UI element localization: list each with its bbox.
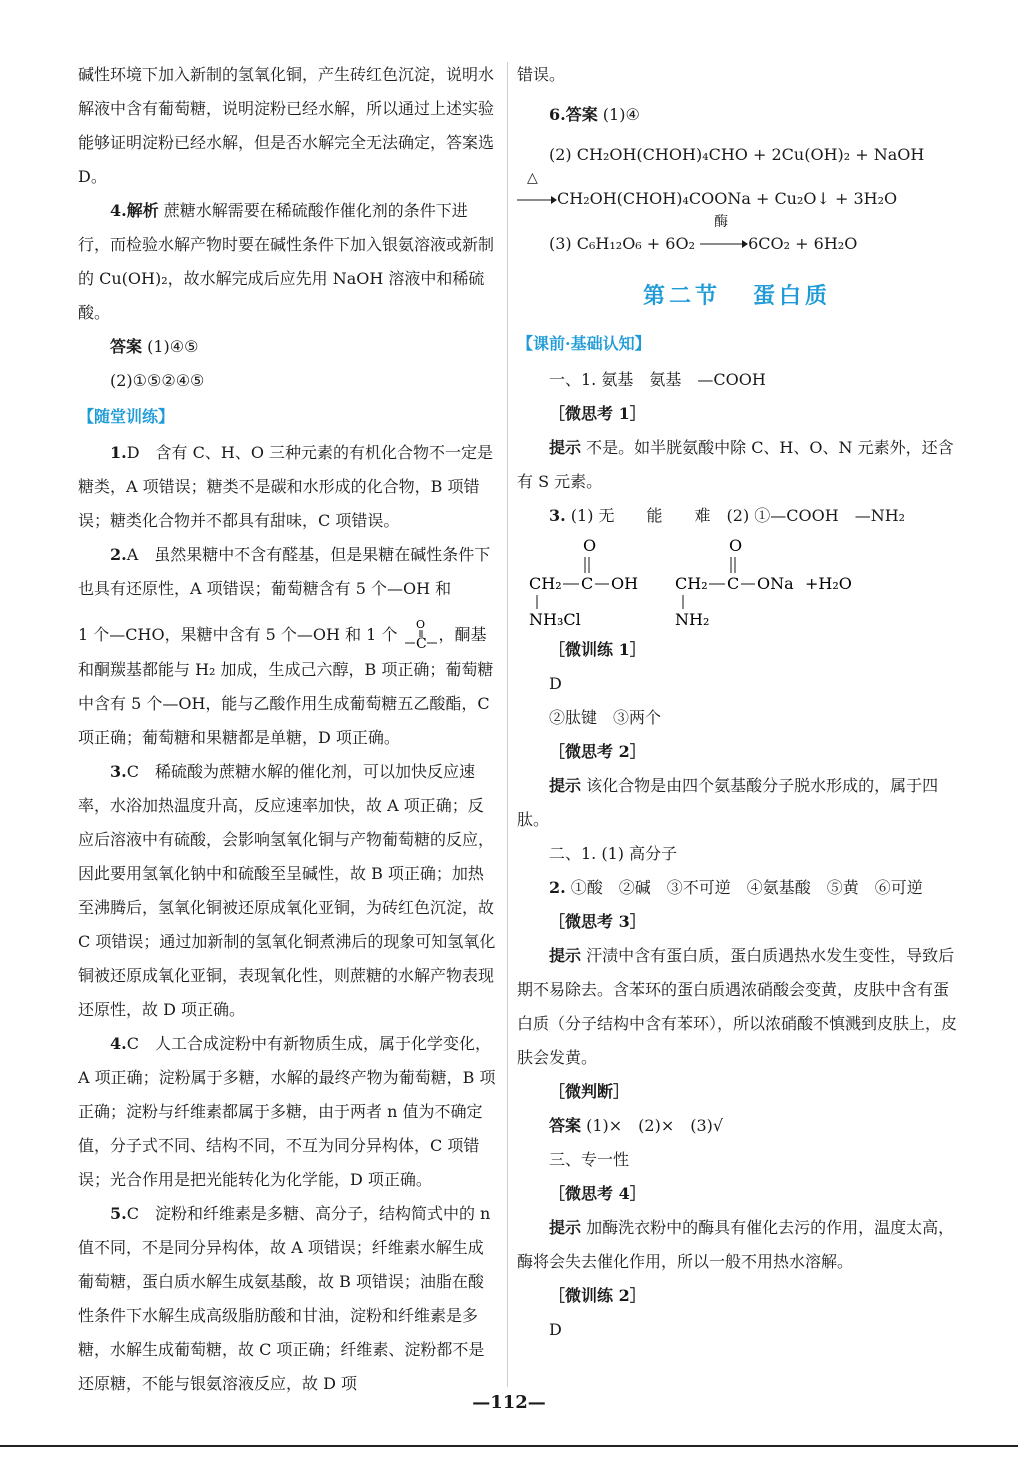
section-title: 第二节 蛋白质 [642,283,832,309]
structural-formula-icon [517,533,957,633]
train-1-label: ［微训练 1］ [549,640,646,659]
item-two-2: 2. ①酸 ②碱 ③不可逆 ④氨基酸 ⑤黄 ⑥可逆 [549,878,923,897]
train-1-answer-2: ②肽键 ③两个 [549,708,662,727]
heat-arrow: △ [517,183,557,217]
plus-water: +H₂O [805,574,852,593]
item-1: 一、1. 氨基 氨基 —COOH [549,370,766,389]
q4-analysis: 4.解析 蔗糖水解需要在稀硫酸作催化剂的条件下进行，而检验水解产物时要在碱性条件下加入银氨溶液或新制的 Cu(OH)₂，故水解完成后应先用 NaOH 溶液中和稀硫酸。 [78,201,495,322]
right-c: C [727,574,740,593]
think-4-hint: 提示 加酶洗衣粉中的酶具有催化去污的作用，温度太高，酶将会失去催化作用，所以一般不用热水溶解。 [517,1218,955,1271]
equation-2b: △ CH₂OH(CHOH)₄COONa + Cu₂O↓ + 3H₂O [517,182,957,217]
answer-2: 2.A 虽然果糖中不含有醛基，但是果糖在碱性条件下也具有还原性，A 项错误；葡萄糖含有 5 个—OH 和 [78,545,491,598]
right-ch2: CH₂ [675,574,708,593]
left-ch2: CH₂ [529,574,562,593]
left-c: C [581,574,594,593]
item-three: 三、专一性 [549,1150,630,1169]
train-2-answer: D [549,1320,562,1339]
structural-formula [517,533,957,633]
think-2-label: ［微思考 2］ [549,742,646,761]
judge-answer: 答案 (1)× (2)× (3)√ [549,1116,724,1135]
arrow-icon [700,239,748,249]
item-3: 3. (1) 无 能 难 (2) ①—COOH —NH₂ [549,506,906,525]
train-1-answer: D [549,674,562,693]
continuation: 错误。 [517,65,566,84]
left-oxygen: O [583,536,597,555]
q4-answer: 答案 (1)④⑤ [110,337,199,356]
left-column [78,58,498,1401]
equation-3: (3) C₆H₁₂O₆ + 6O₂ 酶 6CO₂ + 6H₂O [517,227,957,262]
right-nh2: NH₂ [675,610,710,629]
enzyme-arrow: 酶 [700,227,748,261]
think-2-hint: 提示 该化合物是由四个氨基酸分子脱水形成的，属于四肽。 [517,776,939,829]
right-column [517,58,957,1347]
left-nh3cl: NH₃Cl [529,610,581,629]
answer-5: 5.C 淀粉和纤维素是多糖、高分子，结构简式中的 n 值不同，不是同分异构体，故 A 项错误；纤维素水解生成葡萄糖，蛋白质水解生成氨基酸，故 B 项错误；油脂在酸性条件下水解生成高级脂肪酸和甘油，淀粉和纤维素是多糖，水解生成葡萄糖，故 C 项正确；纤维素、淀粉都不是还原糖，不能与银氨溶液反应，故 D 项 [78,1203,491,1393]
answer-3: 3.C 稀硫酸为蔗糖水解的催化剂，可以加快反应速率，水浴加热温度升高，反应速率加快，故 A 项正确；反应后溶液中有硫酸，会影响氢氧化铜与产物葡萄糖的反应，因此要用氢氧化钠中和硫酸至呈碱性，故 B 项正确；加热至沸腾后，氢氧化铜被还原成氧化亚铜，为砖红色沉淀，故 C 项错误；通过加新制的氢氧化铜煮沸后的现象可知氢氧化铜被还原成氧化亚铜，表现氧化性，则蔗糖的水解产物表现还原性，故 D 项正确。 [78,761,496,1019]
train-2-label: ［微训练 2］ [549,1286,646,1305]
think-3-label: ［微思考 3］ [549,912,646,931]
equation-2a: (2) CH₂OH(CHOH)₄CHO + 2Cu(OH)₂ + NaOH [549,145,925,164]
answer-2-cont: 1 个—CHO，果糖中含有 5 个—OH 和 1 个 O C ，酮基和酮羰基都能与 H₂ 加成，生成己六醇，B 项正确；葡萄糖中含有 5 个—OH，能与乙酸作用生成葡萄糖五乙酸酯，C 项正确；葡萄糖和果糖都是单糖，D 项正确。 [78,618,494,747]
section-heading: 【随堂训练】 [78,407,175,426]
q4-answer-2: (2)①⑤②④⑤ [110,371,205,390]
think-1-hint: 提示 不是。如半胱氨酸中除 C、H、O、N 元素外，还含有 S 元素。 [517,438,954,491]
answer-4: 4.C 人工合成淀粉中有新物质生成，属于化学变化，A 项正确；淀粉属于多糖，水解的最终产物为葡萄糖，B 项正确；淀粉与纤维素都属于多糖，由于两者 n 值为不确定值，分子式不同、结构不同，不互为同分异构体，C 项错误；光合作用是把光能转化为化学能，D 项正确。 [78,1033,496,1189]
think-3-hint: 提示 汗渍中含有蛋白质，蛋白质遇热水发生变性，导致后期不易除去。含苯环的蛋白质遇浓硝酸会变黄，皮肤中含有蛋白质（分子结构中含有苯环），所以浓硝酸不慎溅到皮肤上，皮肤会发黄。 [517,946,958,1067]
think-1-label: ［微思考 1］ [549,404,646,423]
item-two: 二、1. (1) 高分子 [549,844,678,863]
svg-text:O: O [415,618,425,631]
judge-label: ［微判断］ [549,1082,630,1101]
section-heading: 【课前·基础认知】 [517,334,651,353]
left-oh: OH [611,574,639,593]
right-oxygen: O [729,536,743,555]
page-number: —112— [472,1392,546,1413]
answer-1: 1.D 含有 C、H、O 三种元素的有机化合物不一定是糖类，A 项错误；糖类不是碳和水形成的化合物，B 项错误；糖类化合物并不都具有甜味，C 项错误。 [78,443,494,530]
right-ona: ONa [757,574,794,593]
column-divider [507,62,508,1387]
bottom-rule [0,1445,1018,1447]
think-4-label: ［微思考 4］ [549,1184,646,1203]
svg-text:C: C [415,635,427,652]
carbonyl-group-icon [403,619,439,653]
arrow-icon [517,195,557,205]
paragraph: 碱性环境下加入新制的氢氧化铜，产生砖红色沉淀，说明水解液中含有葡萄糖，说明淀粉已经水解，所以通过上述实验能够证明淀粉已经水解，但是否水解完全无法确定，答案选 D。 [78,65,495,186]
q6-answer: 6.答案 (1)④ [549,105,640,124]
